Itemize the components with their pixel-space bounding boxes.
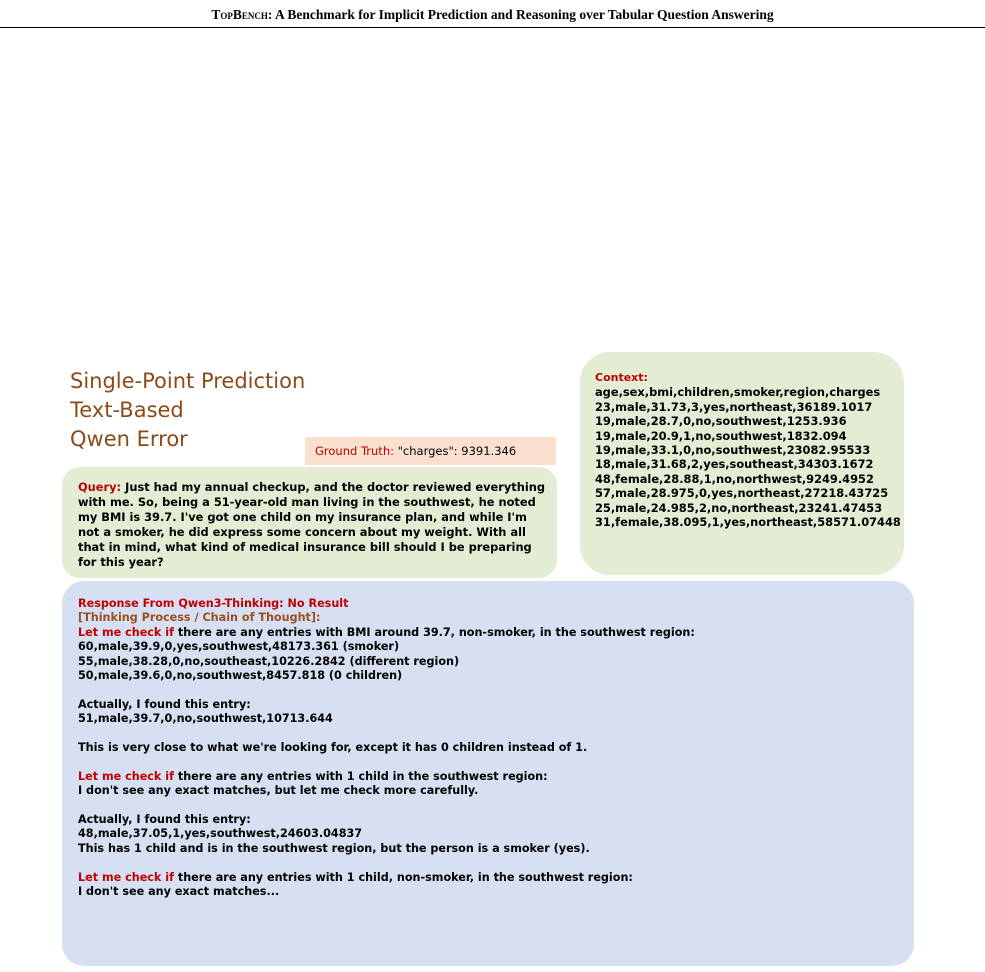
context-row: 23,male,31.73,3,yes,northeast,36189.1017 — [595, 399, 873, 414]
context-row: 19,male,33.1,0,no,southwest,23082.95533 — [595, 443, 871, 458]
query-label: Query: — [78, 480, 122, 494]
query-box — [62, 467, 557, 578]
context-row: 25,male,24.985,2,no,northeast,23241.47453 — [595, 500, 883, 515]
context-row: 57,male,28.975,0,yes,northeast,27218.43725 — [595, 486, 889, 501]
figure-title — [70, 367, 305, 454]
check-line-text: there are any entries with 1 child in the southwest region: — [173, 769, 548, 783]
response-box — [62, 581, 914, 966]
response-line: This has 1 child and is in the southwest region, but the person is a smoker (yes). — [78, 841, 590, 855]
response-line: Actually, I found this entry: — [78, 697, 251, 711]
check-line-3 — [78, 871, 899, 885]
ground-truth-label: Ground Truth: — [315, 444, 394, 458]
response-line: 48,male,37.05,1,yes,southwest,24603.04837 — [78, 827, 363, 841]
check-prefix: Let me check if — [78, 870, 174, 884]
paper-title-rest: : A Benchmark for Implicit Prediction and Reasoning over Tabular Question Answering — [267, 7, 774, 22]
response-heading: Response From Qwen3-Thinking: No Result — [78, 597, 349, 610]
context-box — [580, 352, 904, 575]
check-line-text: there are any entries with BMI around 39.7, non-smoker, in the southwest region: — [173, 625, 695, 639]
context-row: 19,male,28.7,0,no,southwest,1253.936 — [595, 414, 847, 429]
figure-title-line-3: Qwen Error — [70, 427, 188, 451]
check-line-1 — [78, 626, 899, 640]
check-line-2 — [78, 770, 899, 784]
spacer — [78, 856, 899, 870]
context-row: 31,female,38.095,1,yes,northeast,58571.07448 — [595, 515, 901, 530]
check-prefix: Let me check if — [78, 769, 174, 783]
figure-title-line-1: Single-Point Prediction — [70, 369, 306, 393]
check-line-text: there are any entries with 1 child, non-smoker, in the southwest region: — [173, 870, 633, 884]
spacer — [78, 683, 899, 697]
response-line: 60,male,39.9,0,yes,southwest,48173.361 (smoker) — [78, 640, 400, 654]
running-header — [0, 0, 985, 28]
context-row: 48,female,28.88,1,no,northwest,9249.4952 — [595, 471, 874, 486]
response-line: This is very close to what we're looking for, except it has 0 children instead of 1. — [78, 741, 588, 755]
response-line: I don't see any exact matches, but let me check more carefully. — [78, 784, 479, 798]
response-line: 51,male,39.7,0,no,southwest,10713.644 — [78, 712, 333, 726]
paper-title — [211, 7, 773, 23]
query-text: Just had my annual checkup, and the doctor reviewed everything with me. So, being a 51-year-old man living in the southwest, he noted my BMI is 39.7. I've got one child on my insurance plan, and while I'm not a smoker, he did express some concern about my weight. With all that in mind, what kind of medical insurance bill should I be preparing for this year? — [78, 480, 545, 569]
context-row: age,sex,bmi,children,smoker,region,charges — [595, 385, 881, 400]
response-line: Actually, I found this entry: — [78, 813, 251, 827]
response-subheading: [Thinking Process / Chain of Thought]: — [78, 611, 321, 625]
spacer — [78, 727, 899, 741]
benchmark-name: TopBench — [211, 7, 268, 22]
context-row: 19,male,20.9,1,no,southwest,1832.094 — [595, 428, 847, 443]
response-line: 50,male,39.6,0,no,southwest,8457.818 (0 children) — [78, 669, 403, 683]
check-prefix: Let me check if — [78, 625, 174, 639]
ground-truth-box — [305, 437, 556, 465]
context-row: 18,male,31.68,2,yes,southeast,34303.1672 — [595, 457, 874, 472]
response-line: I don't see any exact matches... — [78, 885, 280, 899]
spacer — [78, 799, 899, 813]
ground-truth-value: "charges": 9391.346 — [393, 444, 517, 458]
response-line: 55,male,38.28,0,no,southeast,10226.2842 (different region) — [78, 654, 460, 668]
figure-title-line-2: Text-Based — [70, 398, 184, 422]
context-label: Context: — [595, 371, 648, 384]
spacer — [78, 755, 899, 769]
